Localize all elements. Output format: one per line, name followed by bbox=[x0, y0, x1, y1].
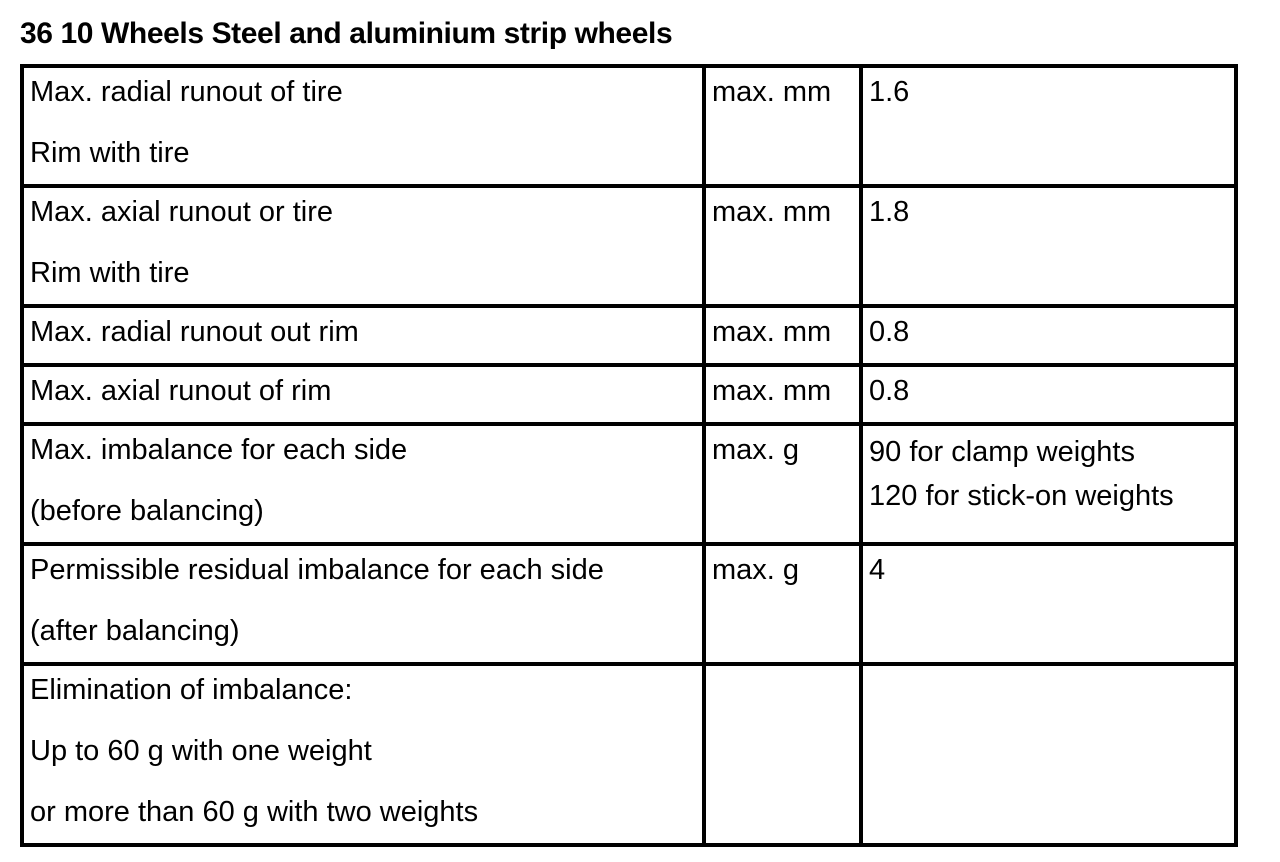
description-cell bbox=[22, 424, 704, 544]
unit-text: max. mm bbox=[712, 196, 832, 228]
description-line: Max. axial runout or tire bbox=[30, 196, 334, 228]
unit-cell bbox=[704, 186, 861, 306]
unit-text: max. g bbox=[712, 554, 800, 586]
page-title: 36 10 Wheels Steel and aluminium strip wheels bbox=[20, 17, 673, 50]
value-text: 90 for clamp weights bbox=[869, 436, 1135, 468]
value-text: 0.8 bbox=[869, 375, 910, 407]
description-cell bbox=[22, 365, 704, 424]
table-row bbox=[22, 306, 1236, 365]
table-row bbox=[22, 664, 1236, 845]
description-cell bbox=[22, 544, 704, 664]
description-cell bbox=[22, 186, 704, 306]
description-line: Rim with tire bbox=[30, 257, 190, 289]
description-line: Max. radial runout of tire bbox=[30, 76, 343, 108]
unit-text: max. mm bbox=[712, 316, 832, 348]
value-cell bbox=[861, 66, 1236, 186]
description-cell bbox=[22, 66, 704, 186]
description-line: Max. imbalance for each side bbox=[30, 434, 408, 466]
value-cell bbox=[861, 365, 1236, 424]
unit-cell bbox=[704, 306, 861, 365]
description-line: Up to 60 g with one weight bbox=[30, 735, 372, 767]
unit-cell bbox=[704, 365, 861, 424]
unit-text: max. mm bbox=[712, 375, 832, 407]
value-cell bbox=[861, 544, 1236, 664]
value-text: 1.8 bbox=[869, 196, 910, 228]
unit-text bbox=[712, 664, 853, 721]
value-text: 1.6 bbox=[869, 76, 910, 108]
description-line: (before balancing) bbox=[30, 495, 264, 527]
table-row bbox=[22, 424, 1236, 544]
description-cell bbox=[22, 664, 704, 845]
value-cell bbox=[861, 186, 1236, 306]
unit-cell bbox=[704, 424, 861, 544]
unit-text: max. g bbox=[712, 434, 800, 466]
value-text: 0.8 bbox=[869, 316, 910, 348]
unit-cell bbox=[704, 66, 861, 186]
table-row bbox=[22, 66, 1236, 186]
table-row bbox=[22, 186, 1236, 306]
description-line: (after balancing) bbox=[30, 615, 240, 647]
value-cell bbox=[861, 306, 1236, 365]
description-cell bbox=[22, 306, 704, 365]
unit-text: max. mm bbox=[712, 76, 832, 108]
table-row bbox=[22, 365, 1236, 424]
table-row bbox=[22, 544, 1236, 664]
unit-cell bbox=[704, 544, 861, 664]
value-text: 120 for stick-on weights bbox=[869, 480, 1174, 512]
description-line: Rim with tire bbox=[30, 137, 190, 169]
value-cell bbox=[861, 664, 1236, 845]
value-cell bbox=[861, 424, 1236, 544]
wheel-specification-table bbox=[20, 64, 1238, 847]
description-line: or more than 60 g with two weights bbox=[30, 796, 479, 828]
value-text: 4 bbox=[869, 554, 886, 586]
unit-cell bbox=[704, 664, 861, 845]
description-line: Elimination of imbalance: bbox=[30, 674, 353, 706]
description-line: Permissible residual imbalance for each side bbox=[30, 554, 604, 586]
description-line: Max. radial runout out rim bbox=[30, 316, 359, 348]
description-line: Max. axial runout of rim bbox=[30, 375, 332, 407]
